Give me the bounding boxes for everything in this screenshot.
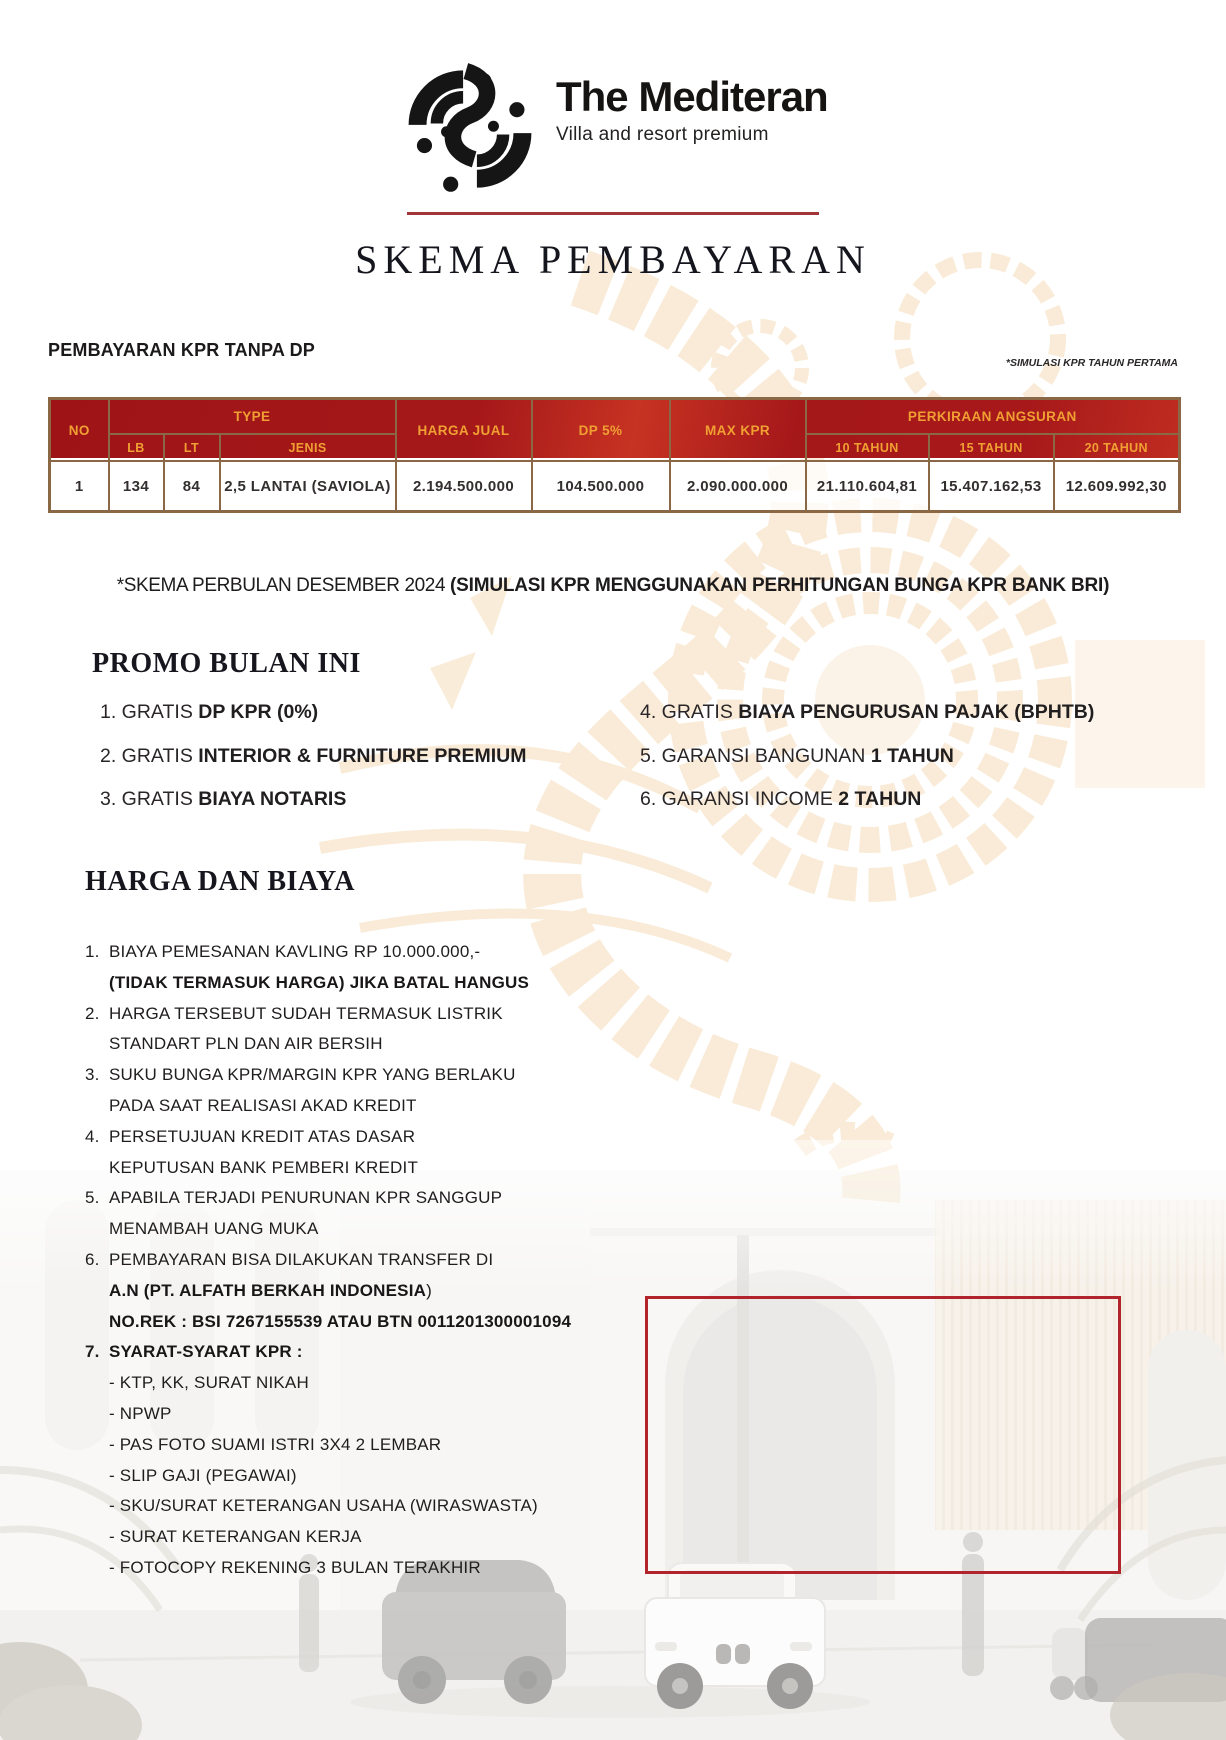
cell-harga-jual: 2.194.500.000 [396,461,532,512]
col-header-10-tahun: 10 TAHUN [806,434,929,461]
harga-list [85,937,605,1584]
promo-item-4: 4. GRATIS BIAYA PENGURUSAN PAJAK (BPHTB) [640,701,1095,723]
col-header-20-tahun: 20 TAHUN [1054,434,1180,461]
brand-tagline: Villa and resort premium [556,124,769,146]
cell-no: 1 [50,461,109,512]
list-item: 6. PEMBAYARAN BISA DILAKUKAN TRANSFER DI [85,1249,494,1269]
list-item: PADA SAAT REALISASI AKAD KREDIT [109,1095,417,1115]
payment-table [48,397,1181,513]
list-item: - PAS FOTO SUAMI ISTRI 3X4 2 LEMBAR [109,1434,442,1454]
list-item: - KTP, KK, SURAT NIKAH [109,1373,309,1393]
cell-dp: 104.500.000 [532,461,670,512]
col-header-15-tahun: 15 TAHUN [929,434,1054,461]
list-item: 4. PERSETUJUAN KREDIT ATAS DASAR [85,1126,416,1146]
footnote-regular: *SKEMA PERBULAN DESEMBER 2024 [116,575,451,596]
list-item: - NPWP [109,1403,172,1423]
cell-angsuran-10: 21.110.604,81 [806,461,929,512]
table-row [50,461,1180,512]
list-item: - FOTOCOPY REKENING 3 BULAN TERAKHIR [109,1557,481,1577]
brand-divider [407,212,819,215]
list-item: A.N (PT. ALFATH BERKAH INDONESIA) [109,1280,432,1300]
list-item: 7. SYARAT-SYARAT KPR : [85,1342,303,1362]
col-header-angsuran: PERKIRAAN ANGSURAN [806,399,1180,435]
col-header-type: TYPE [109,399,396,435]
promo-heading: PROMO BULAN INI [92,648,361,679]
list-item: - SLIP GAJI (PEGAWAI) [109,1465,297,1485]
cell-jenis: 2,5 LANTAI (SAVIOLA) [220,461,396,512]
promo-item-1: 1. GRATIS DP KPR (0%) [100,701,319,723]
cell-angsuran-20: 12.609.992,30 [1054,461,1180,512]
harga-heading: HARGA DAN BIAYA [85,866,355,897]
promo-item-6: 6. GARANSI INCOME 2 TAHUN [640,788,922,810]
list-item: KEPUTUSAN BANK PEMBERI KREDIT [109,1157,419,1177]
cell-lb: 134 [109,461,164,512]
brand-logo-icon [401,60,539,198]
simulation-note: *SIMULASI KPR TAHUN PERTAMA [1005,357,1178,369]
footnote-bold: (SIMULASI KPR MENGGUNAKAN PERHITUNGAN BUNGA KPR BANK BRI) [450,575,1110,596]
cell-lt: 84 [164,461,220,512]
col-header-lb: LB [109,434,164,461]
promo-item-2: 2. GRATIS INTERIOR & FURNITURE PREMIUM [100,745,527,767]
list-item: - SKU/SURAT KETERANGAN USAHA (WIRASWASTA) [109,1496,538,1516]
list-item: (TIDAK TERMASUK HARGA) JIKA BATAL HANGUS [109,972,530,992]
list-item: - SURAT KETERANGAN KERJA [109,1527,362,1547]
promo-item-3: 3. GRATIS BIAYA NOTARIS [100,788,347,810]
list-item: STANDART PLN DAN AIR BERSIH [109,1034,383,1054]
col-header-no: NO [50,399,109,462]
col-header-max-kpr: MAX KPR [670,399,806,462]
page-title: SKEMA PEMBAYARAN [355,237,871,282]
list-item: 1. BIAYA PEMESANAN KAVLING RP 10.000.000,- [85,942,481,961]
brand-title: The Mediteran [556,73,828,120]
list-item: MENAMBAH UANG MUKA [109,1219,319,1239]
list-item: NO.REK : BSI 7267155539 ATAU BTN 0011201300001094 [109,1311,572,1331]
col-header-lt: LT [164,434,220,461]
table-footnote [0,575,1226,597]
list-item: 2. HARGA TERSEBUT SUDAH TERMASUK LISTRIK [85,1003,503,1023]
col-header-harga-jual: HARGA JUAL [396,399,532,462]
list-item: 5. APABILA TERJADI PENURUNAN KPR SANGGUP [85,1188,503,1208]
promo-item-5: 5. GARANSI BANGUNAN 1 TAHUN [640,745,954,767]
col-header-jenis: JENIS [220,434,396,461]
cell-angsuran-15: 15.407.162,53 [929,461,1054,512]
kpr-section-heading: PEMBAYARAN KPR TANPA DP [48,340,315,360]
col-header-dp: DP 5% [532,399,670,462]
list-item: 3. SUKU BUNGA KPR/MARGIN KPR YANG BERLAKU [85,1065,516,1085]
cell-max-kpr: 2.090.000.000 [670,461,806,512]
